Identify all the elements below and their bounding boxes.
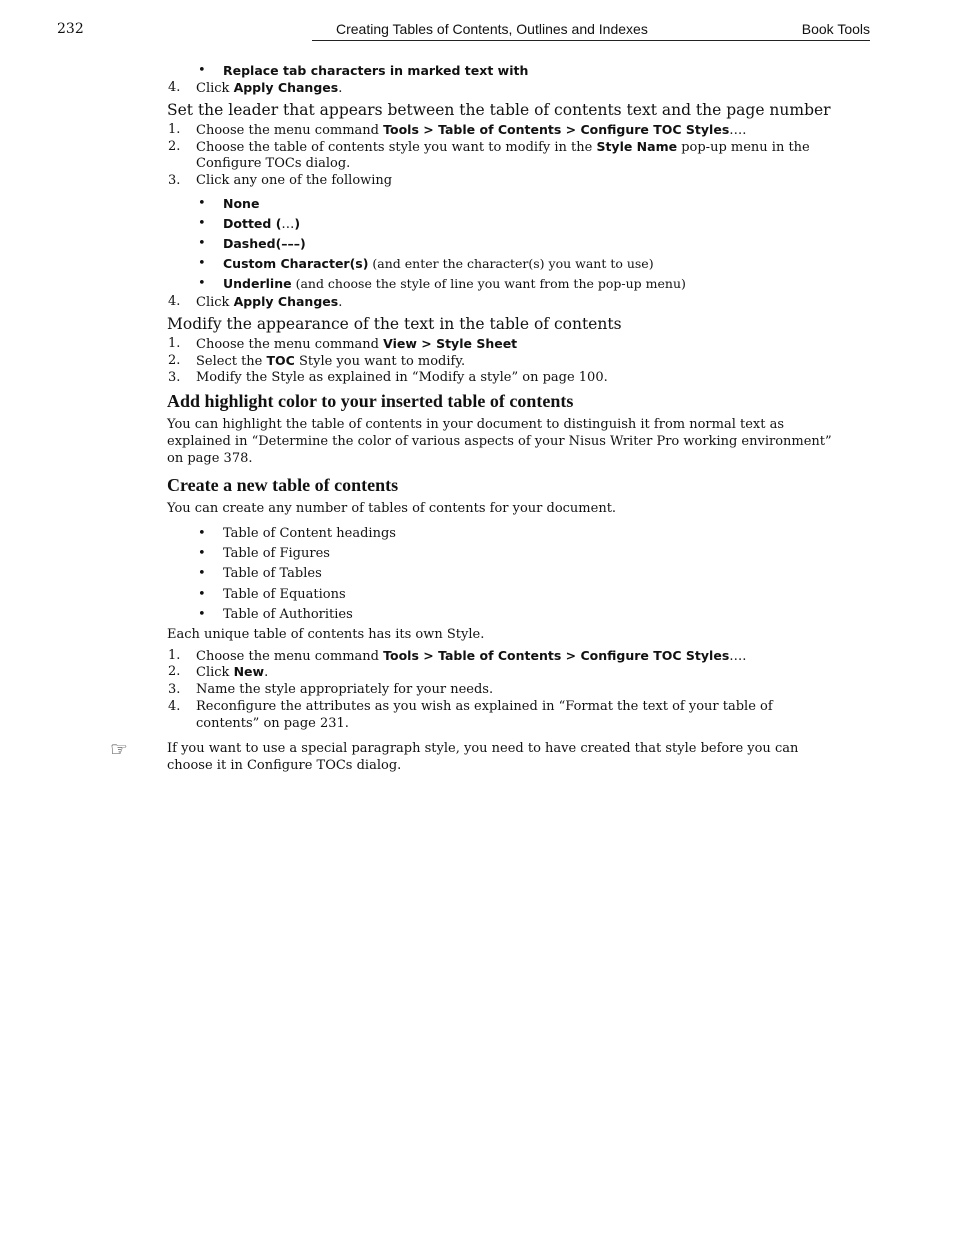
step-text: Choose the table of contents style you want to modify in the Style Name pop-up menu in the — [196, 139, 810, 155]
step-text-continued: Configure TOCs dialog. — [196, 156, 351, 171]
step-text: Select the TOC Style you want to modify. — [196, 353, 466, 369]
list-item: Table of Content headings — [223, 526, 396, 541]
list-item: Table of Authorities — [223, 607, 353, 622]
step-text: Click New. — [196, 664, 269, 680]
bullet: • — [198, 196, 206, 211]
step-number: 2. — [168, 664, 181, 679]
bullet: • — [198, 546, 206, 561]
section-title: Book Tools — [801, 21, 870, 37]
step-number: 1. — [168, 336, 181, 351]
bullet: • — [198, 587, 206, 602]
pointing-hand-icon: ☞ — [110, 737, 128, 761]
heading-highlight: Add highlight color to your inserted table of contents — [167, 391, 574, 411]
paragraph-line: You can highlight the table of contents in your document to distinguish it from normal text as — [167, 417, 785, 432]
step-number: 2. — [168, 139, 181, 154]
paragraph-line: Each unique table of contents has its own Style. — [167, 627, 485, 642]
step-number: 1. — [168, 122, 181, 137]
bullet: • — [198, 566, 206, 581]
list-item: Table of Tables — [223, 566, 322, 581]
step-text: Choose the menu command View > Style Sheet — [196, 336, 518, 352]
step-text: Click any one of the following — [196, 173, 393, 188]
list-item: None — [223, 196, 260, 211]
step-text: Click Apply Changes. — [196, 80, 343, 96]
step-text: Modify the Style as explained in “Modify a style” on page 100. — [196, 370, 608, 385]
list-item: Table of Figures — [223, 546, 330, 561]
step-number: 3. — [168, 370, 181, 385]
paragraph-line: explained in “Determine the color of various aspects of your Nisus Writer Pro working environment” — [167, 434, 832, 449]
step-text-continued: contents” on page 231. — [196, 716, 349, 731]
step-number: 4. — [168, 80, 181, 95]
step-number: 1. — [168, 648, 181, 663]
step-number: 2. — [168, 353, 181, 368]
list-item: Custom Character(s) (and enter the character(s) you want to use) — [223, 256, 654, 271]
running-header — [312, 21, 870, 41]
step-text: Choose the menu command Tools > Table of Contents > Configure TOC Styles…. — [196, 122, 747, 138]
step-number: 3. — [168, 682, 181, 697]
heading-create: Create a new table of contents — [167, 475, 399, 495]
step-text: Reconfigure the attributes as you wish as explained in “Format the text of your table of — [196, 699, 773, 714]
bullet: • — [198, 236, 206, 251]
list-item: Dotted (…) — [223, 216, 301, 232]
subheading-leader: Set the leader that appears between the table of contents text and the page number — [167, 101, 831, 119]
note-line: If you want to use a special paragraph style, you need to have created that style before you can — [167, 741, 799, 756]
paragraph-line: on page 378. — [167, 451, 253, 466]
bullet: • — [198, 607, 206, 622]
step-number: 4. — [168, 699, 181, 714]
paragraph-line: You can create any number of tables of contents for your document. — [167, 501, 617, 516]
bullet: • — [198, 276, 206, 291]
step-text: Choose the menu command Tools > Table of Contents > Configure TOC Styles…. — [196, 648, 747, 664]
list-item: Underline (and choose the style of line you want from the pop-up menu) — [223, 276, 686, 291]
step-text: Click Apply Changes. — [196, 294, 343, 310]
bullet: • — [198, 63, 206, 78]
step-number: 3. — [168, 173, 181, 188]
page-number: 232 — [57, 21, 84, 37]
step-text: Name the style appropriately for your needs. — [196, 682, 494, 697]
list-item: Dashed(–––) — [223, 236, 306, 251]
list-item: Table of Equations — [223, 587, 346, 602]
list-item: Replace tab characters in marked text with — [223, 63, 529, 78]
chapter-title: Creating Tables of Contents, Outlines and Indexes — [336, 21, 648, 37]
bullet: • — [198, 216, 206, 231]
subheading-modify: Modify the appearance of the text in the table of contents — [167, 315, 622, 333]
bullet: • — [198, 526, 206, 541]
note-line: choose it in Configure TOCs dialog. — [167, 758, 402, 773]
step-number: 4. — [168, 294, 181, 309]
bullet: • — [198, 256, 206, 271]
